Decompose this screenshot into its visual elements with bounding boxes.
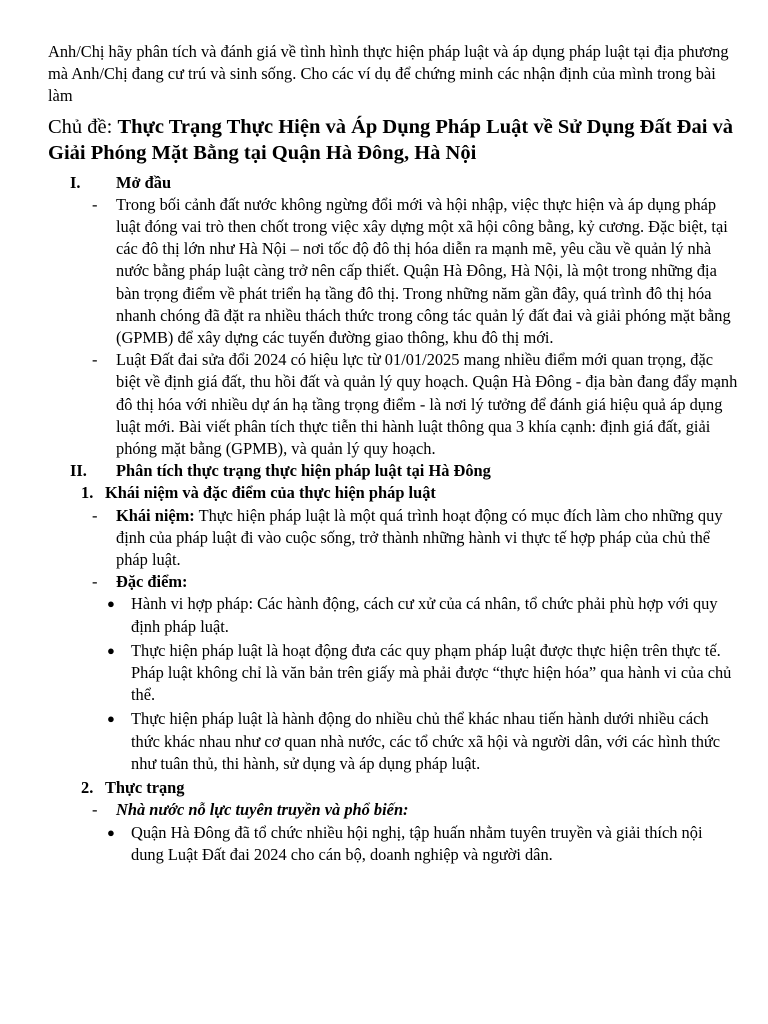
- document-page: [48, 41, 738, 868]
- subsection-2-number: 2.: [81, 778, 94, 798]
- section-2-heading: [48, 460, 738, 482]
- section-2-number: II.: [70, 461, 87, 481]
- subsection-2-title: Thực trạng: [105, 778, 185, 798]
- assignment-prompt: Anh/Chị hãy phân tích và đánh giá về tình hình thực hiện pháp luật và áp dụng pháp luật tại địa phương mà Anh/Chị đang cư trú và sinh sống. Cho các ví dụ để chứng minh các nhận định của mình trong bài làm: [48, 42, 729, 106]
- dash-marker: -: [92, 572, 98, 592]
- paragraph-text: Trong bối cảnh đất nước không ngừng đổi mới và hội nhập, việc thực hiện và áp dụng pháp luật đóng vai trò then chốt trong việc xây dựng một xã hội công bằng, kỷ cương. Đặc biệt, tại các đô thị lớn như Hà Nội – nơi tốc độ đô thị hóa diễn ra mạnh mẽ, yêu cầu về quản lý nhà nước bằng pháp luật càng trở nên cấp thiết. Quận Hà Đông, Hà Nội, là một trong những địa bàn trọng điểm về phát triển hạ tầng đô thị. Trong những năm gần đây, quá trình đô thị hóa nhanh chóng đã đặt ra nhiều thách thức trong công tác quản lý đất đai và giải phóng mặt bằng (GPMB) để xây dựng các tuyến đường giao thông, khu đô thị mới.: [116, 194, 731, 348]
- dash-marker: -: [92, 505, 98, 525]
- features-label: Đặc điểm:: [116, 572, 188, 592]
- paragraph-text: Luật Đất đai sửa đổi 2024 có hiệu lực từ 01/01/2025 mang nhiều điểm mới quan trọng, đặc biệt về định giá đất, thu hồi đất và quản lý quy hoạch. Quận Hà Đông - địa bàn đang đẩy mạnh đô thị hóa với nhiều dự án hạ tầng trọng điểm - là nơi lý tưởng để đánh giá hiệu quả áp dụng luật mới. Bài viết phân tích thực tiễn thi hành luật thông qua 3 khía cạnh: định giá đất, giải phóng mặt bằng (GPMB), và quản lý quy hoạch.: [116, 350, 738, 459]
- feature-bullet-1: [48, 593, 738, 637]
- subsection-2-heading: [48, 777, 738, 799]
- section-1-number: I.: [70, 172, 81, 192]
- section-1-title: Mở đầu: [116, 172, 172, 192]
- bullet-marker: ●: [107, 642, 115, 658]
- state-effort-heading-line: [48, 799, 738, 821]
- concept-text: Thực hiện pháp luật là một quá trình hoạt động có mục đích làm cho những quy định của pháp luật đi vào cuộc sống, trở thành những hành vi thực tế hợp pháp của chủ thể pháp luật.: [116, 505, 723, 570]
- features-label-line: [48, 571, 738, 593]
- bullet-text: Quận Hà Đông đã tổ chức nhiều hội nghị, tập huấn nhằm tuyên truyền và giải thích nội dung Luật Đất đai 2024 cho cán bộ, doanh nghiệp và người dân.: [131, 822, 703, 864]
- bullet-marker: ●: [107, 824, 115, 840]
- practice-bullet-1: [48, 822, 738, 866]
- dash-marker: -: [92, 800, 98, 820]
- concept-label: Khái niệm:: [116, 505, 195, 525]
- subsection-1-heading: [48, 482, 738, 504]
- feature-bullet-2: [48, 640, 738, 707]
- bullet-text: Thực hiện pháp luật là hành động do nhiều chủ thể khác nhau tiến hành dưới nhiều cách thức khác nhau như cơ quan nhà nước, các tổ chức xã hội và người dân, với các hình thức như tuân thủ, thi hành, sử dụng và áp dụng pháp luật.: [131, 709, 721, 773]
- subsection-1-number: 1.: [81, 483, 94, 503]
- topic-prefix: Chủ đề:: [48, 115, 118, 138]
- bullet-marker: ●: [107, 711, 115, 727]
- bullet-text: Hành vi hợp pháp: Các hành động, cách cư xử của cá nhân, tổ chức phải phù hợp với quy định pháp luật.: [131, 594, 718, 636]
- bullet-text: Thực hiện pháp luật là hoạt động đưa các quy phạm pháp luật được thực hiện trên thực tế. Pháp luật không chỉ là văn bản trên giấy mà phải được “thực hiện hóa” qua hành vi của chủ thể.: [131, 640, 732, 705]
- section-1-heading: [48, 172, 738, 194]
- dash-marker: -: [92, 194, 98, 214]
- section-1-paragraph-1: [48, 194, 738, 349]
- section-1-paragraph-2: [48, 349, 738, 460]
- dash-marker: -: [92, 350, 98, 370]
- feature-bullet-3: [48, 708, 738, 775]
- concept-paragraph: [48, 505, 738, 572]
- subsection-1-title: Khái niệm và đặc điểm của thực hiện pháp luật: [105, 483, 436, 503]
- topic-title: Thực Trạng Thực Hiện và Áp Dụng Pháp Luật về Sử Dụng Đất Đai và Giải Phóng Mặt Bằng tại Quận Hà Đông, Hà Nội: [48, 115, 734, 164]
- topic-heading: [48, 114, 738, 166]
- section-2-title: Phân tích thực trạng thực hiện pháp luật tại Hà Đông: [116, 461, 491, 481]
- bullet-marker: ●: [107, 596, 115, 612]
- state-effort-heading: Nhà nước nỗ lực tuyên truyền và phổ biến:: [116, 800, 409, 820]
